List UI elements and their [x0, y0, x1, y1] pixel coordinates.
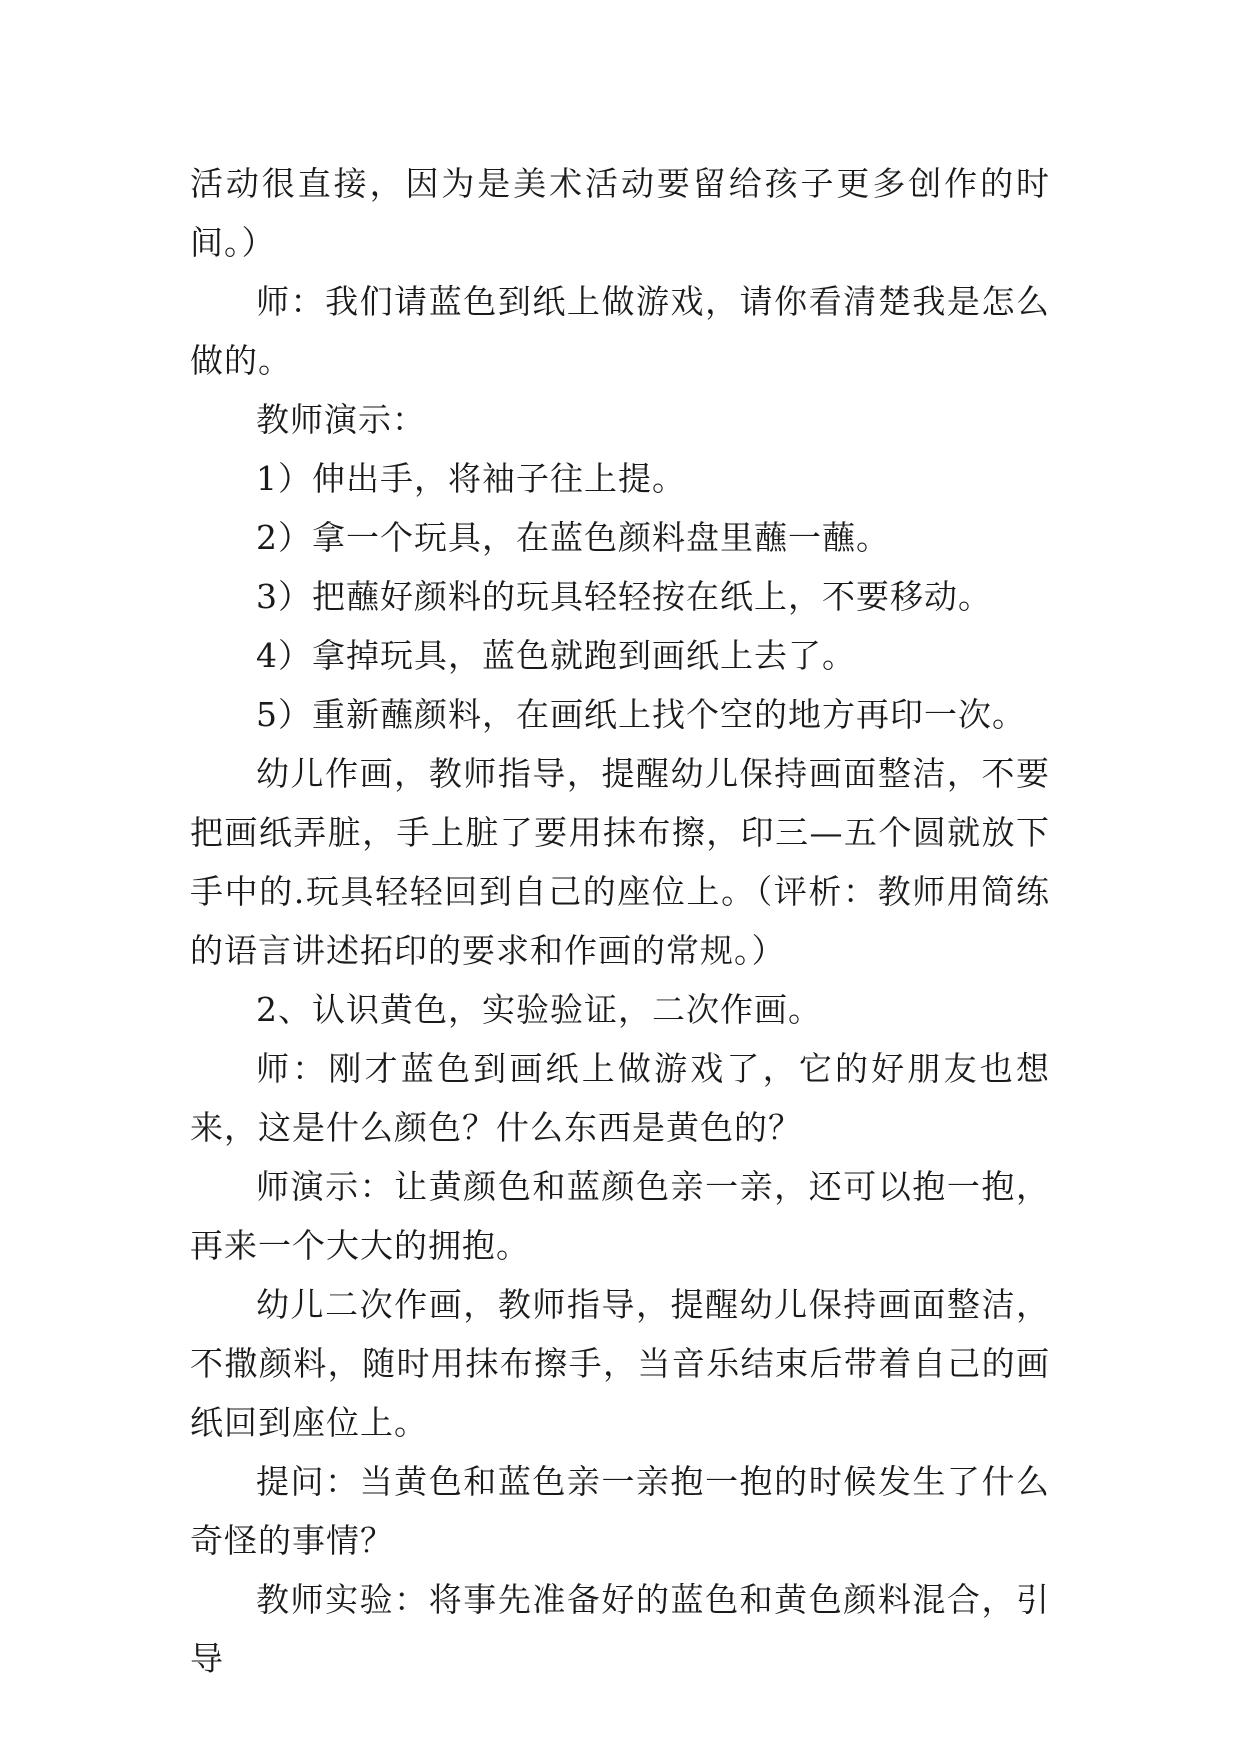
- section-heading: 2、认识黄色，实验验证，二次作画。: [256, 990, 822, 1029]
- paragraph: 提问：当黄色和蓝色亲一亲抱一抱的时候发生了什么奇怪的事情？: [190, 1462, 1050, 1560]
- paragraph: 师：我们请蓝色到纸上做游戏，请你看清楚我是怎么做的。: [190, 282, 1050, 380]
- list-item: 5）重新蘸颜料，在画纸上找个空的地方再印一次。: [256, 695, 1026, 734]
- paragraph: 教师演示：: [256, 400, 426, 439]
- paragraph: 幼儿作画，教师指导，提醒幼儿保持画面整洁，不要把画纸弄脏，手上脏了要用抹布擦，印三—五个圆就放下手中的.玩具轻轻回到自己的座位上。（评析：教师用简练的语言讲述拓印的要求和作画的常规。）: [190, 754, 1050, 970]
- list-item: 2）拿一个玩具，在蓝色颜料盘里蘸一蘸。: [256, 518, 890, 557]
- paragraph: 活动很直接，因为是美术活动要留给孩子更多创作的时间。）: [190, 164, 1050, 262]
- paragraph: 师演示：让黄颜色和蓝颜色亲一亲，还可以抱一抱，再来一个大大的拥抱。: [190, 1167, 1050, 1265]
- paragraph: 师：刚才蓝色到画纸上做游戏了，它的好朋友也想来，这是什么颜色？什么东西是黄色的？: [190, 1049, 1050, 1147]
- paragraph: 幼儿二次作画，教师指导，提醒幼儿保持画面整洁，不撒颜料，随时用抹布擦手，当音乐结束后带着自己的画纸回到座位上。: [190, 1285, 1050, 1442]
- paragraph: 教师实验：将事先准备好的蓝色和黄色颜料混合，引导: [190, 1580, 1050, 1678]
- list-item: 1）伸出手，将袖子往上提。: [256, 459, 686, 498]
- list-item: 4）拿掉玩具，蓝色就跑到画纸上去了。: [256, 636, 856, 675]
- body-text: [190, 154, 1050, 1688]
- list-item: 3）把蘸好颜料的玩具轻轻按在纸上，不要移动。: [256, 577, 992, 616]
